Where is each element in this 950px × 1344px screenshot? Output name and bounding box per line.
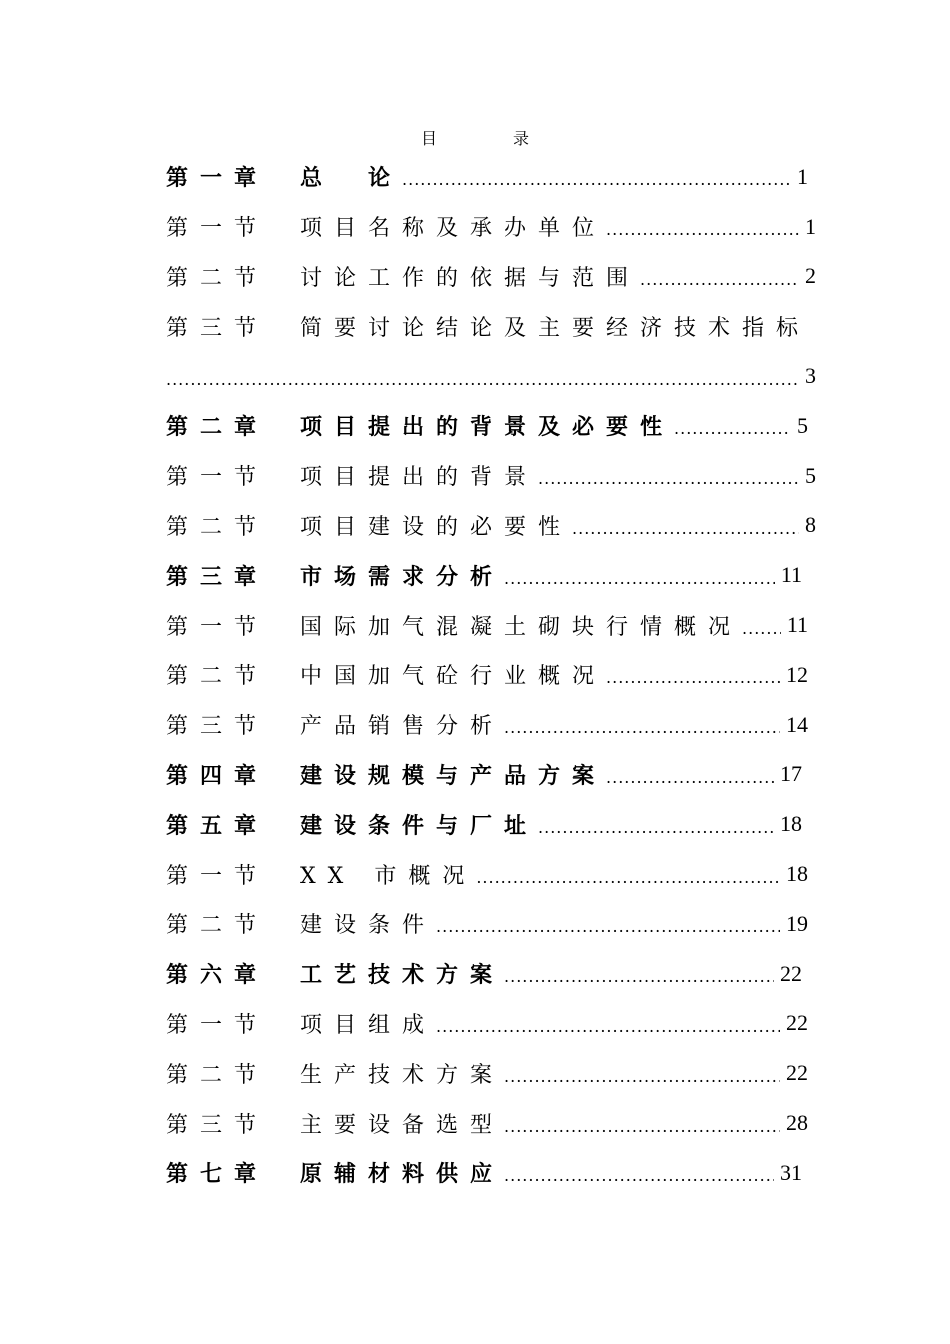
toc-entry-label: 第五章	[166, 813, 269, 839]
toc-entry-label: 第三节	[166, 714, 269, 740]
toc-leader-dots	[640, 264, 799, 289]
toc-entry-page: 2	[805, 263, 816, 289]
toc-leader-dots	[476, 862, 780, 887]
toc-entry-label: 第七章	[166, 1162, 269, 1188]
toc-entry-chapter-3[interactable]	[166, 550, 816, 600]
toc-entry-label: 第二节	[166, 913, 269, 939]
toc-entry-page: 22	[780, 960, 802, 986]
toc-entry-title: 工艺技术方案	[300, 963, 505, 989]
toc-leader-dots	[504, 961, 774, 986]
toc-leader-dots	[538, 812, 774, 837]
toc-entry-label: 第三节	[166, 1112, 269, 1138]
toc-entry-label: 第四章	[166, 763, 269, 789]
toc-entry-title: 项目提出的背景及必要性	[300, 415, 675, 441]
toc-leader-dots	[504, 563, 775, 588]
toc-entry-page: 18	[780, 811, 802, 837]
toc-entry-title: 生产技术方案	[300, 1062, 505, 1088]
toc-entry-label: 第三章	[166, 564, 269, 590]
toc-entry-chapter-7[interactable]	[166, 1148, 816, 1198]
toc-entry-section[interactable]	[166, 252, 816, 302]
toc-entry-page: 14	[786, 711, 808, 737]
toc-entry-title: 主要设备选型	[300, 1112, 505, 1138]
toc-entry-title: 项目组成	[300, 1012, 437, 1038]
toc-entry-label: 第三节	[166, 315, 269, 341]
toc-entry-section[interactable]	[166, 301, 816, 351]
toc-leader-dots	[606, 662, 780, 687]
toc-entry-title: 项目名称及承办单位	[300, 216, 607, 242]
toc-entry-page: 22	[786, 1010, 808, 1036]
toc-entry-page: 22	[786, 1060, 808, 1086]
toc-entry-page: 19	[786, 910, 808, 936]
toc-leader-dots	[166, 364, 799, 389]
toc-entry-page: 8	[805, 512, 816, 538]
toc-leader-dots	[674, 413, 791, 438]
toc-entry-title: 项目提出的背景	[300, 465, 539, 491]
toc-entry-section[interactable]	[166, 1048, 816, 1098]
toc-entry-title: 讨论工作的依据与范围	[300, 265, 641, 291]
toc-entry-label: 第二节	[166, 1062, 269, 1088]
toc-leader-dots	[402, 164, 791, 189]
toc-leader-dots	[504, 712, 780, 737]
toc-entry-title: 建设条件	[300, 913, 437, 939]
toc-entry-label: 第一章	[166, 166, 269, 192]
toc-entry-section[interactable]	[166, 451, 816, 501]
toc-entry-page: 5	[805, 462, 816, 488]
toc-entry-page: 11	[780, 562, 802, 588]
toc-entry-title: 国际加气混凝土砌块行情概况	[300, 614, 743, 640]
toc-entry-label: 第一节	[166, 614, 269, 640]
toc-entry-title: 原辅材料供应	[300, 1162, 505, 1188]
toc-entry-page: 5	[797, 412, 808, 438]
toc-entry-page: 1	[797, 163, 808, 189]
toc-entry-label: 第二节	[166, 265, 269, 291]
toc-entry-title: 中国加气砼行业概况	[300, 664, 607, 690]
toc-entry-chapter-2[interactable]	[166, 401, 816, 451]
toc-entry-label: 第二节	[166, 664, 269, 690]
toc-entry-label: 第六章	[166, 963, 269, 989]
toc-leader-dots	[436, 911, 780, 936]
toc-entry-title: 建设条件与厂址	[300, 813, 539, 839]
toc-entry-chapter-4[interactable]	[166, 750, 816, 800]
toc-leader-dots	[538, 463, 799, 488]
toc-entry-chapter-1[interactable]	[166, 152, 816, 202]
toc-leader-dots	[504, 1160, 774, 1185]
toc-entry-section[interactable]	[166, 999, 816, 1049]
toc-entry-section[interactable]	[166, 202, 816, 252]
toc-leader-dots	[504, 1061, 780, 1086]
toc-leader-dots	[606, 762, 774, 787]
toc-entry-label: 第一节	[166, 465, 269, 491]
toc-entry-title: 建设规模与产品方案	[300, 763, 607, 789]
toc-entry-title: 简要讨论结论及主要经济技术指标	[300, 315, 811, 341]
table-of-contents	[166, 152, 816, 1198]
toc-entry-chapter-5[interactable]	[166, 799, 816, 849]
toc-entry-page: 28	[786, 1110, 808, 1136]
toc-entry-section[interactable]	[166, 501, 816, 551]
toc-entry-label: 第一节	[166, 863, 269, 889]
toc-entry-page: 1	[805, 213, 816, 239]
toc-entry-page: 12	[786, 661, 808, 687]
toc-entry-page: 17	[780, 761, 802, 787]
toc-entry-label: 第一节	[166, 1012, 269, 1038]
toc-entry-page: 31	[780, 1159, 802, 1185]
toc-entry-title: 项目建设的必要性	[300, 514, 573, 540]
toc-entry-title: 市场需求分析	[300, 564, 505, 590]
toc-leader-dots	[436, 1011, 780, 1036]
toc-entry-continuation[interactable]	[166, 351, 816, 401]
toc-entry-section[interactable]	[166, 600, 816, 650]
toc-entry-section[interactable]	[166, 899, 816, 949]
toc-entry-page: 3	[805, 363, 816, 389]
toc-leader-dots	[572, 513, 799, 538]
toc-entry-label: 第一节	[166, 216, 269, 242]
toc-leader-dots	[742, 613, 781, 638]
toc-entry-title: 产品销售分析	[300, 714, 505, 740]
toc-leader-dots	[606, 214, 799, 239]
page-title: 目 录	[420, 129, 559, 148]
toc-entry-page: 18	[786, 861, 808, 887]
toc-entry-chapter-6[interactable]	[166, 949, 816, 999]
toc-entry-label: 第二节	[166, 514, 269, 540]
toc-entry-section[interactable]	[166, 1098, 816, 1148]
toc-entry-title: XX 市概况	[300, 863, 477, 889]
toc-entry-page: 11	[786, 612, 808, 638]
toc-entry-section[interactable]	[166, 650, 816, 700]
toc-entry-section[interactable]	[166, 700, 816, 750]
toc-entry-title: 总 论	[300, 166, 403, 192]
toc-entry-label: 第二章	[166, 415, 269, 441]
toc-entry-section[interactable]	[166, 849, 816, 899]
toc-leader-dots	[504, 1111, 780, 1136]
